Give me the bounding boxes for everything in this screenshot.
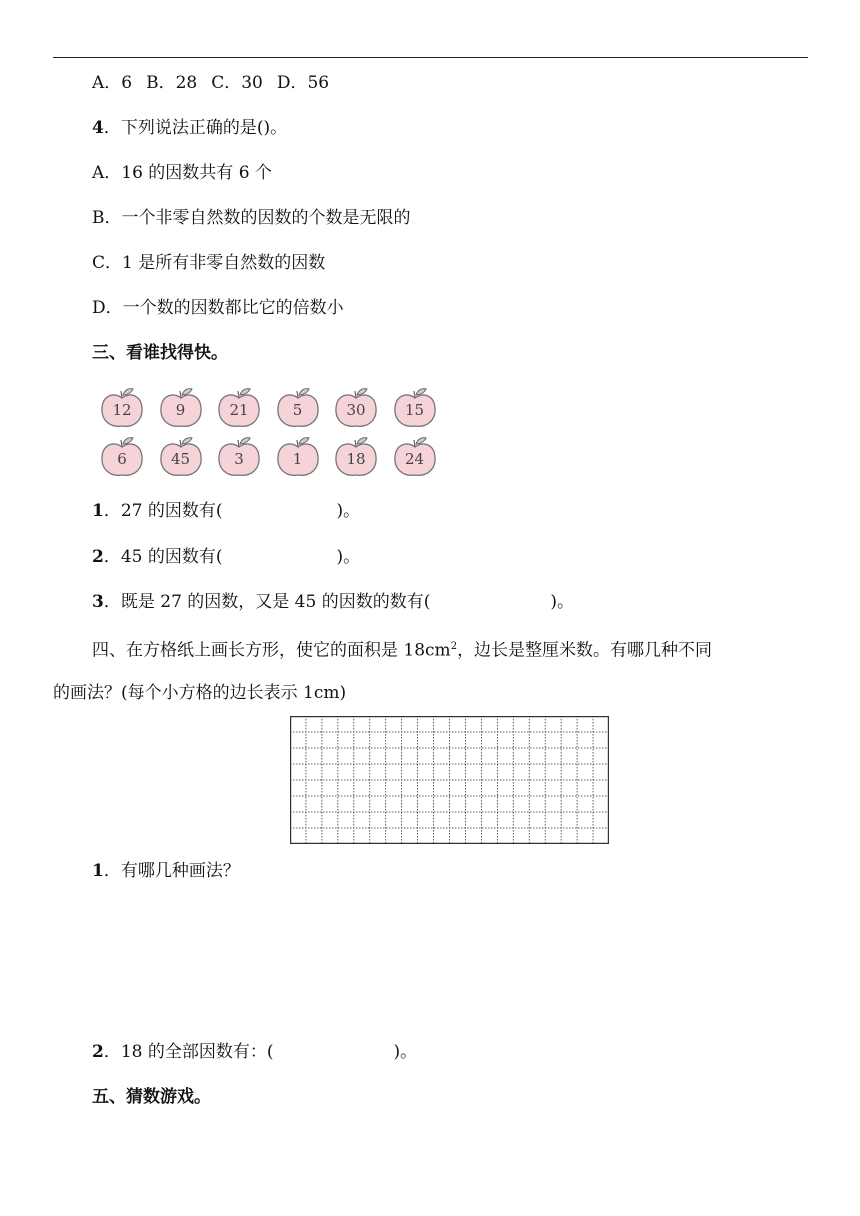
section4-q2-text: ．18 的全部因数有：( [103,1042,274,1062]
section3-q2-number: 2 [92,547,104,567]
section3-q2-close: )。 [336,547,361,567]
section3-q2 [92,546,360,568]
apple-card [393,436,437,476]
header-rule [53,57,808,58]
q4-option-c: C．1 是所有非零自然数的因数 [92,253,326,273]
option-c: C．30 [211,73,263,93]
apple-card [276,436,320,476]
section3-title: 三、看谁找得快。 [92,343,228,363]
apple-card [393,387,437,427]
apple-number: 12 [112,401,132,419]
section3-q3-number: 3 [92,592,104,612]
apple-number: 18 [346,450,366,468]
apple-number: 3 [234,450,244,468]
q3-options [92,72,329,94]
section3-q1-text: ．27 的因数有( [103,501,223,521]
section3-q3-text: ．既是 27 的因数，又是 45 的因数的数有( [103,592,431,612]
section4-q2-close: )。 [393,1042,418,1062]
apple-number: 6 [117,450,127,468]
apple-card [334,387,378,427]
apple-card [100,436,144,476]
apple-card [100,387,144,427]
apple-number: 30 [346,401,366,419]
apple-number: 5 [292,401,303,419]
section4-text-a: 四、在方格纸上画长方形，使它的面积是 18cm [92,640,451,661]
section4-line2: 的画法？(每个小方格的边长表示 1cm) [53,683,347,703]
apple-number: 21 [229,401,249,419]
q4-option-b: B．一个非零自然数的因数的个数是无限的 [92,208,411,228]
apple-card [217,436,261,476]
apple-number: 24 [404,450,425,468]
q4-number: 4 [92,118,104,138]
option-b: B．28 [146,73,198,93]
apple-number: 9 [175,401,186,419]
apple-number: 15 [404,401,425,419]
section3-q2-text: ．45 的因数有( [103,547,223,567]
section4-q1 [92,860,240,882]
option-a: A．6 [92,73,133,93]
q4-option-a: A．16 的因数共有 6 个 [92,163,272,183]
apple-card [276,387,320,427]
q4-option-d: D．一个数的因数都比它的倍数小 [92,298,344,318]
apple-number: 45 [170,450,191,468]
square-grid-paper [290,716,609,844]
section4-q2 [92,1041,417,1063]
section5-title: 五、猜数游戏。 [92,1087,211,1107]
section4-q1-number: 1 [92,861,104,881]
section3-q1-close: )。 [336,501,361,521]
section3-q3 [92,591,574,613]
section4-line1 [92,636,712,662]
apple-number-cards [100,387,445,477]
q4-text: ．下列说法正确的是()。 [103,118,288,138]
section4-superscript: 2 [450,641,458,652]
section3-q1-number: 1 [92,501,104,521]
apple-card [217,387,261,427]
q4-stem [92,117,287,139]
section3-q3-close: )。 [550,592,574,612]
apple-card [159,436,203,476]
apple-number: 1 [292,450,303,468]
apple-card [334,436,378,476]
section4-q2-number: 2 [92,1042,104,1062]
apple-card [159,387,203,427]
option-d: D．56 [276,73,330,93]
section4-text-b: ，边长是整厘米数。有哪几种不同 [457,640,713,661]
section4-q1-text: ．有哪几种画法？ [103,861,240,881]
section3-q1 [92,500,360,522]
